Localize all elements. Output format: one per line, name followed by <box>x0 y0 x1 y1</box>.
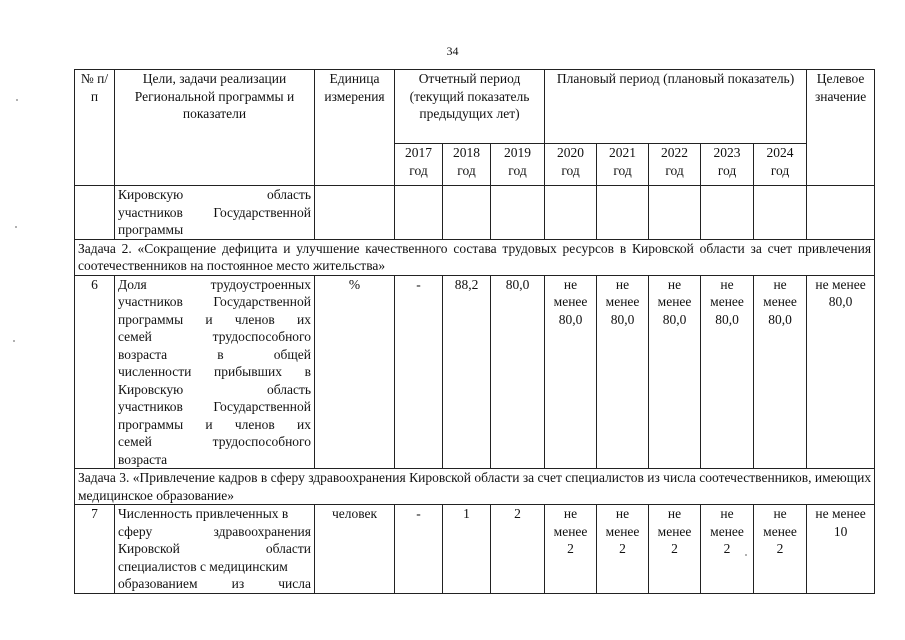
header-plan-period: Плановый период (плановый показатель) <box>545 70 807 144</box>
row-6-2022: не менее 80,0 <box>649 275 701 469</box>
row-7-2023: не менее 2 <box>701 505 754 594</box>
scan-speck <box>15 226 17 228</box>
year-2023: 2023 год <box>701 144 754 186</box>
header-row <box>75 70 875 144</box>
scan-speck <box>16 99 18 101</box>
row-6-2018: 88,2 <box>443 275 491 469</box>
row-7-2020: не менее 2 <box>545 505 597 594</box>
header-target: Целевое значение <box>807 70 875 186</box>
continuation-row <box>75 186 875 240</box>
year-2019: 2019 год <box>491 144 545 186</box>
year-2024: 2024 год <box>754 144 807 186</box>
year-2017: 2017 год <box>395 144 443 186</box>
row-7-2018: 1 <box>443 505 491 594</box>
task-row-2 <box>75 239 875 275</box>
continuation-text: Кировскую область участников Государственной программы <box>115 186 315 240</box>
row-6-text: Доля трудоустроенных участников Государственной программы и членов их семей трудоспособного возраста в общей численности прибывших в Кировскую область участников Государственной программы и членов их семей трудоспособного возраста <box>115 275 315 469</box>
task-3-text: Задача 3. «Привлечение кадров в сферу здравоохранения Кировской области за счет специалистов из числа соотечественников, имеющих медицинское образование» <box>75 469 875 505</box>
page-number: 34 <box>446 44 459 58</box>
row-6-2020: не менее 80,0 <box>545 275 597 469</box>
row-6-num: 6 <box>75 275 115 469</box>
row-7-target: не менее 10 <box>807 505 875 594</box>
row-7-2022: не менее 2 <box>649 505 701 594</box>
row-7-2017: - <box>395 505 443 594</box>
year-2021: 2021 год <box>597 144 649 186</box>
row-6-2017: - <box>395 275 443 469</box>
header-report-period: Отчетный период (текущий показатель предыдущих лет) <box>395 70 545 144</box>
header-unit: Единица измерения <box>315 70 395 186</box>
indicators-table <box>74 69 875 594</box>
row-6-target: не менее 80,0 <box>807 275 875 469</box>
row-6-2019: 80,0 <box>491 275 545 469</box>
header-num: № п/п <box>75 70 115 186</box>
year-2022: 2022 год <box>649 144 701 186</box>
row-6-unit: % <box>315 275 395 469</box>
task-2-text: Задача 2. «Сокращение дефицита и улучшение качественного состава трудовых ресурсов в Кировской области за счет привлечения соотечественников на постоянное место жительства» <box>75 239 875 275</box>
scan-speck <box>13 340 15 342</box>
row-6-2023: не менее 80,0 <box>701 275 754 469</box>
row-7-2024: не менее 2 <box>754 505 807 594</box>
row-6-2021: не менее 80,0 <box>597 275 649 469</box>
header-goals: Цели, задачи реализации Региональной программы и показатели <box>115 70 315 186</box>
row-7-unit: человек <box>315 505 395 594</box>
indicator-row-6 <box>75 275 875 469</box>
row-6-2024: не менее 80,0 <box>754 275 807 469</box>
row-7-num: 7 <box>75 505 115 594</box>
row-7-text: Численность привлеченных в сферу здравоохранения Кировской области специалистов с медицинским образованием из числа <box>115 505 315 594</box>
task-row-3 <box>75 469 875 505</box>
indicator-row-7 <box>75 505 875 594</box>
scan-speck <box>745 554 747 556</box>
year-2018: 2018 год <box>443 144 491 186</box>
row-7-2021: не менее 2 <box>597 505 649 594</box>
row-7-2019: 2 <box>491 505 545 594</box>
year-2020: 2020 год <box>545 144 597 186</box>
